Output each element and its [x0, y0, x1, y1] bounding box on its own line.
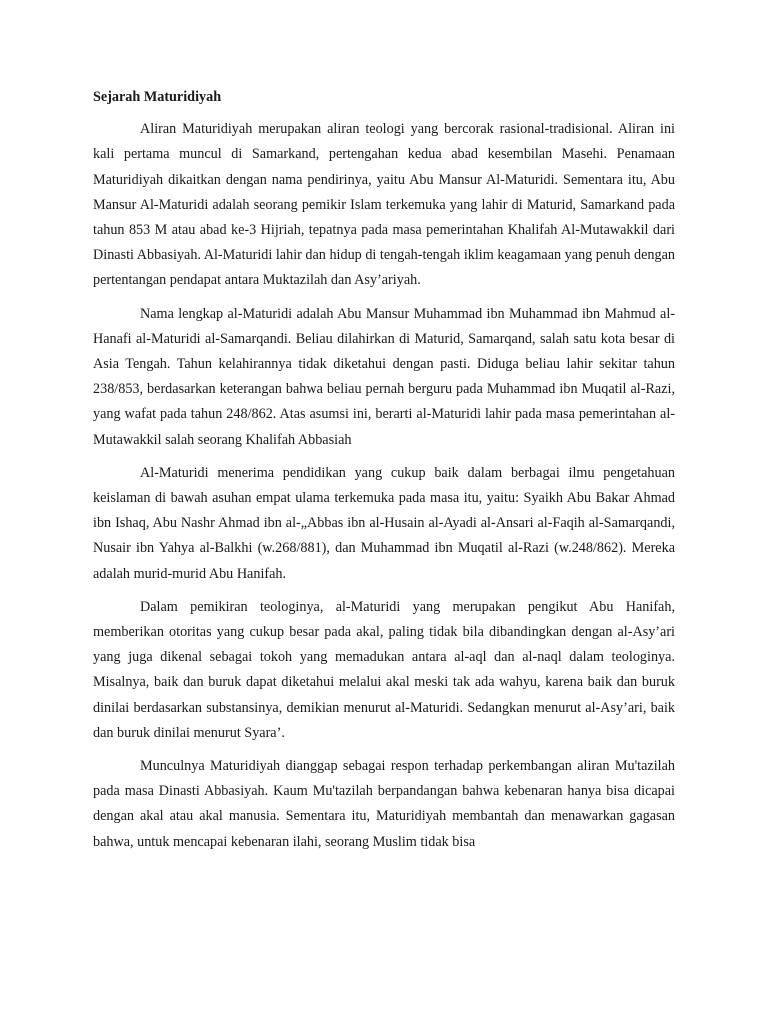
paragraph: Al-Maturidi menerima pendidikan yang cukup baik dalam berbagai ilmu pengetahuan keislaman di bawah asuhan empat ulama terkemuka pada masa itu, yaitu: Syaikh Abu Bakar Ahmad ibn Ishaq, Abu Nashr Ahmad ibn al-„Abbas ibn al-Husain al-Ayadi al-Ansari al-Faqih al-Samarqandi, Nusair ibn Yahya al-Balkhi (w.268/881), dan Muhammad ibn Muqatil al-Razi (w.248/862). Mereka adalah murid-murid Abu Hanifah.: [93, 464, 675, 582]
paragraph: Dalam pemikiran teologinya, al-Maturidi yang merupakan pengikut Abu Hanifah, memberikan otoritas yang cukup besar pada akal, paling tidak bila dibandingkan dengan al-Asy’ari yang juga dikenal sebagai tokoh yang memadukan antara al-aql dan al-naql dalam teologinya. Misalnya, baik dan buruk dapat diketahui melalui akal meski tak ada wahyu, karena baik dan buruk dinilai berdasarkan substansinya, demikian menurut al-Maturidi. Sedangkan menurut al-Asy’ari, baik dan buruk dinilai menurut Syara’.: [93, 598, 675, 741]
paragraph: Munculnya Maturidiyah dianggap sebagai respon terhadap perkembangan aliran Mu'tazilah pada masa Dinasti Abbasiyah. Kaum Mu'tazilah berpandangan bahwa kebenaran hanya bisa dicapai dengan akal atau akal manusia. Sementara itu, Maturidiyah membantah dan menawarkan gagasan bahwa, untuk mencapai kebenaran ilahi, seorang Muslim tidak bisa: [93, 758, 675, 850]
paragraph: Aliran Maturidiyah merupakan aliran teologi yang bercorak rasional-tradisional. Aliran ini kali pertama muncul di Samarkand, pertengahan kedua abad kesembilan Masehi. Penamaan Maturidiyah dikaitkan dengan nama pendirinya, yaitu Abu Mansur Al-Maturidi. Sementara itu, Abu Mansur Al-Maturidi adalah seorang pemikir Islam terkemuka yang lahir di Maturid, Samarkand pada tahun 853 M atau abad ke-3 Hijriah, tepatnya pada masa pemerintahan Khalifah Al-Mutawakkil dari Dinasti Abbasiyah. Al-Maturidi lahir dan hidup di tengah-tengah iklim keagamaan yang penuh dengan pertentangan pendapat antara Muktazilah dan Asy’ariyah.: [93, 121, 675, 289]
document-body: [93, 85, 675, 863]
document-title: Sejarah Maturidiyah: [93, 89, 222, 105]
paragraph: Nama lengkap al-Maturidi adalah Abu Mansur Muhammad ibn Muhammad ibn Mahmud al-Hanafi al-Maturidi al-Samarqandi. Beliau dilahirkan di Maturid, Samarqand, salah satu kota besar di Asia Tengah. Tahun kelahirannya tidak diketahui dengan pasti. Diduga beliau lahir sekitar tahun 238/853, berdasarkan keterangan bahwa beliau pernah berguru pada Muhammad ibn Muqatil al-Razi, yang wafat pada tahun 248/862. Atas asumsi ini, berarti al-Maturidi lahir pada masa pemerintahan al-Mutawakkil salah seorang Khalifah Abbasiah: [93, 305, 675, 448]
